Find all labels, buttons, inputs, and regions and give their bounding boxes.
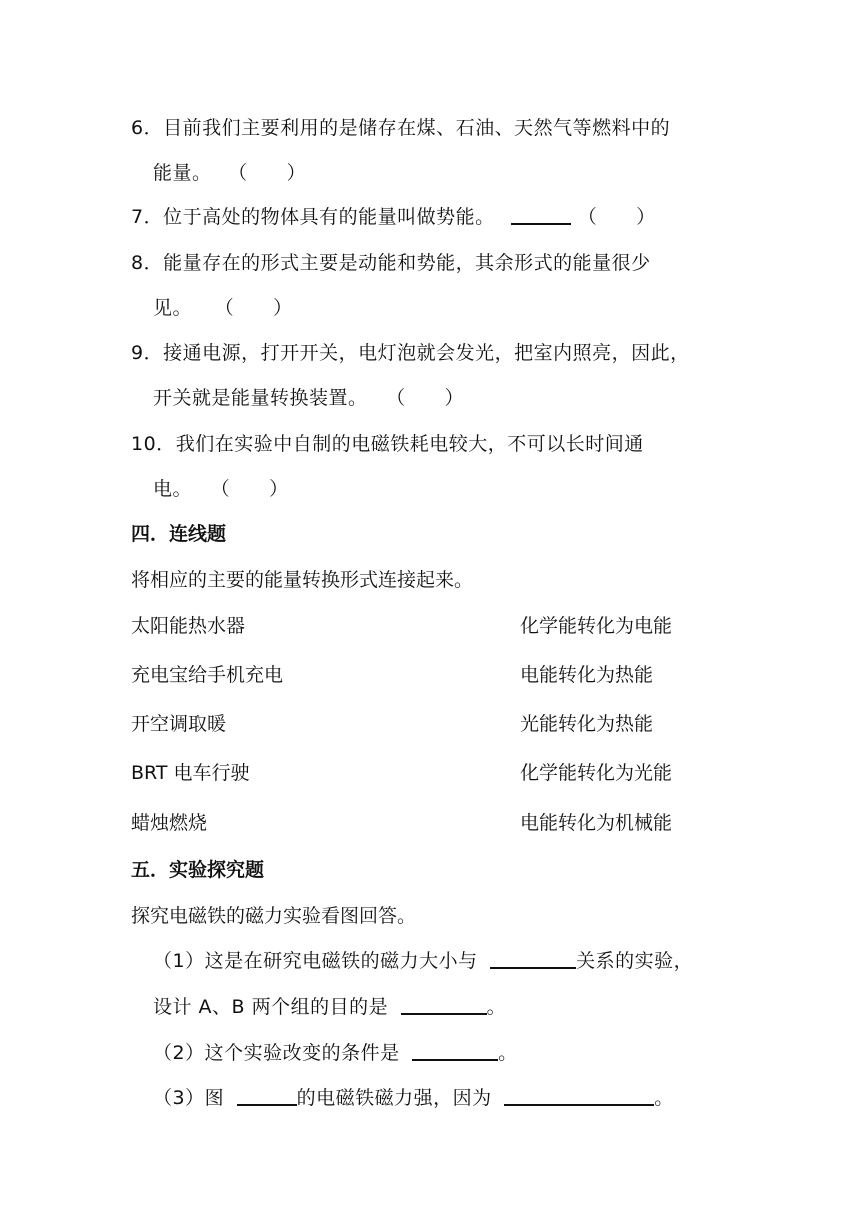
question-6-text: 目前我们主要利用的是储存在煤、石油、天然气等燃料中的 (163, 117, 671, 139)
section-5-title: 五．实验探究题 (131, 859, 265, 881)
section-5-instruction: 探究电磁铁的磁力实验看图回答。 (131, 905, 417, 927)
subquestion-2-period: 。 (498, 1042, 518, 1064)
question-9-line2 (153, 385, 464, 411)
subquestion-1-line2 (153, 994, 506, 1020)
subquestion-3-line (153, 1085, 674, 1111)
match-right-item[interactable]: 化学能转化为光能 (520, 762, 673, 784)
subquestion-1-text-cont: 关系的实验， (576, 950, 694, 972)
question-7-text: 位于高处的物体具有的能量叫做势能。 (163, 206, 495, 228)
question-8-text: 能量存在的形式主要是动能和势能，其余形式的能量很少 (163, 252, 651, 274)
question-8-line1 (131, 250, 651, 276)
question-6-number: 6． (131, 117, 164, 139)
subquestion-1-blank-1[interactable] (490, 949, 576, 969)
subquestion-1-period: 。 (486, 996, 507, 1018)
question-8-text-cont: 见。 (153, 297, 193, 319)
question-8-line2 (153, 295, 293, 321)
question-10-text-cont: 电。 (153, 478, 193, 500)
match-right-item[interactable]: 化学能转化为电能 (520, 615, 673, 637)
question-9-line1 (131, 340, 690, 366)
subquestion-1-blank-2[interactable] (401, 995, 487, 1015)
question-6-text-cont: 能量。 (153, 162, 212, 184)
question-9-text: 接通电源，打开开关，电灯泡就会发光，把室内照亮，因此， (163, 342, 690, 364)
match-left-item[interactable]: 充电宝给手机充电 (131, 664, 284, 686)
match-left-item[interactable]: 蜡烛燃烧 (131, 812, 208, 834)
subquestion-3-blank-1[interactable] (237, 1086, 297, 1106)
subquestion-2-blank[interactable] (412, 1041, 498, 1061)
match-right-item[interactable]: 电能转化为热能 (520, 664, 654, 686)
match-right-item[interactable]: 光能转化为热能 (520, 713, 654, 735)
question-7-answer-paren[interactable]: （ ） (577, 206, 656, 228)
question-6-line2 (153, 160, 306, 186)
question-6-answer-paren[interactable]: （ ） (228, 162, 307, 184)
match-left-item[interactable]: 太阳能热水器 (131, 615, 246, 637)
section-4-instruction: 将相应的主要的能量转换形式连接起来。 (131, 569, 474, 591)
question-8-answer-paren[interactable]: （ ） (214, 297, 293, 319)
subquestion-1-text-2: 设计 A、B 两个组的目的是 (153, 996, 389, 1018)
question-9-answer-paren[interactable]: （ ） (386, 387, 465, 409)
subquestion-3-text: （3）图 (153, 1087, 225, 1109)
question-10-line2 (153, 476, 289, 502)
question-9-text-cont: 开关就是能量转换装置。 (153, 387, 368, 409)
question-10-text: 我们在实验中自制的电磁铁耗电较大，不可以长时间通 (175, 433, 644, 455)
question-7-blank[interactable] (511, 205, 571, 225)
subquestion-3-period: 。 (654, 1087, 674, 1109)
subquestion-2-line (153, 1040, 518, 1066)
subquestion-2-text: （2）这个实验改变的条件是 (153, 1042, 400, 1064)
subquestion-3-text-cont: 的电磁铁磁力强，因为 (296, 1087, 492, 1109)
question-10-line1 (131, 431, 644, 457)
question-7-number: 7． (131, 206, 164, 228)
question-10-answer-paren[interactable]: （ ） (210, 478, 289, 500)
subquestion-3-blank-2[interactable] (504, 1086, 654, 1106)
question-6-line1 (131, 115, 670, 141)
match-left-item[interactable]: BRT 电车行驶 (131, 762, 250, 784)
question-7-line (131, 204, 656, 230)
question-9-number: 9． (131, 342, 164, 364)
match-left-item[interactable]: 开空调取暖 (131, 713, 227, 735)
question-10-number: 10． (131, 433, 176, 455)
question-8-number: 8． (131, 252, 164, 274)
match-right-item[interactable]: 电能转化为机械能 (520, 812, 673, 834)
section-4-title: 四．连线题 (131, 523, 227, 545)
subquestion-1-line1 (153, 948, 693, 974)
subquestion-1-text: （1）这是在研究电磁铁的磁力大小与 (153, 950, 478, 972)
